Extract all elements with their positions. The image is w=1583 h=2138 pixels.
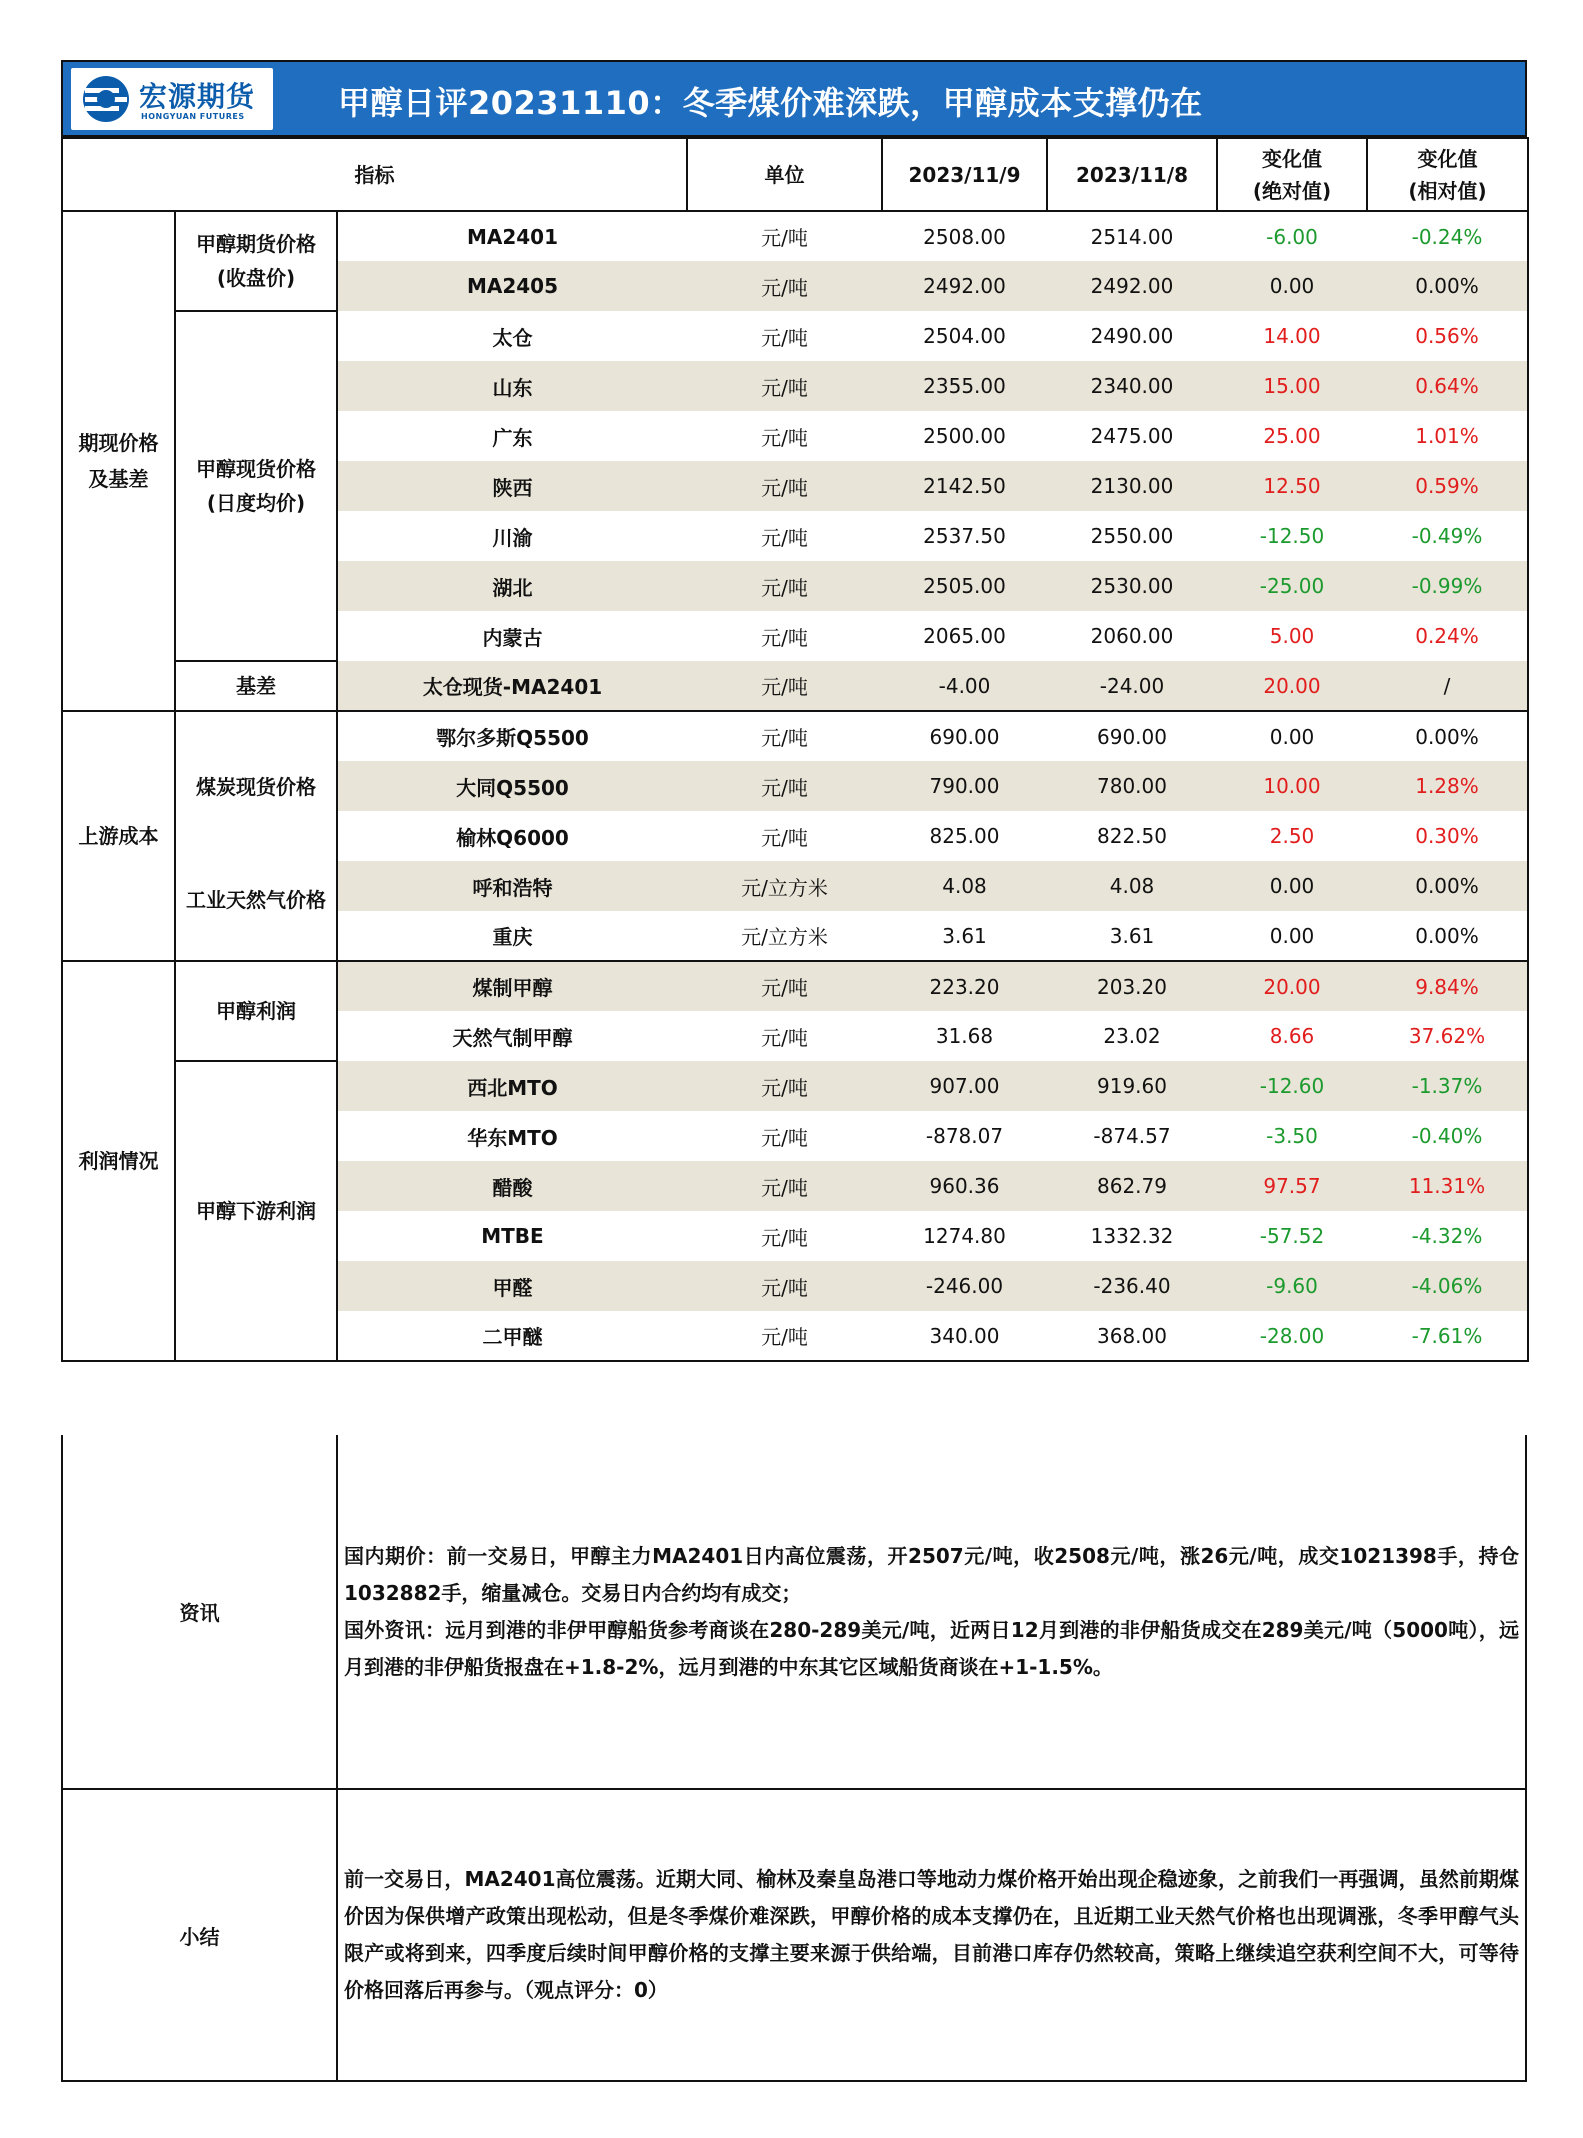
value-date1-cell: 790.00 <box>882 761 1047 811</box>
abs-change-cell: -25.00 <box>1217 561 1367 611</box>
abs-change-cell: 25.00 <box>1263 424 1321 448</box>
value-date1-cell: 690.00 <box>929 724 1000 749</box>
value-date1-cell: 2492.00 <box>882 261 1047 311</box>
logo-subtitle: HONGYUAN FUTURES <box>141 112 245 121</box>
rel-change-cell: -7.61% <box>1367 1311 1528 1361</box>
unit-cell: 元/吨 <box>687 461 882 511</box>
unit-cell: 元/吨 <box>687 561 882 611</box>
rel-change-cell: 0.59% <box>1367 461 1528 511</box>
rel-change-cell: -1.37% <box>1367 1061 1528 1111</box>
indicator-name-cell: 川渝 <box>492 525 533 550</box>
value-date2-cell: 862.79 <box>1047 1161 1217 1211</box>
abs-change-cell: 0.00 <box>1217 861 1367 911</box>
logo-name: 宏源期货 <box>139 80 256 113</box>
indicator-name-cell: 榆林Q6000 <box>456 825 569 850</box>
subcategory-cell: 基差 <box>175 661 337 711</box>
report-title: 甲醇日评20231110：冬季煤价难深跌，甲醇成本支撑仍在 <box>338 84 1203 122</box>
unit-cell: 元/吨 <box>761 525 808 550</box>
report-header <box>61 60 1527 137</box>
report-sheet <box>61 60 1527 2082</box>
indicator-name-cell: 二甲醚 <box>337 1311 687 1361</box>
value-date1-cell: 2504.00 <box>923 324 1006 348</box>
unit-cell: 元/吨 <box>687 761 882 811</box>
subcategory-cell: 甲醇期货价格 (收盘价) <box>175 211 337 311</box>
indicator-name-cell: 太仓 <box>492 325 533 350</box>
value-date2-cell: 4.08 <box>1047 861 1217 911</box>
value-date1-cell: 3.61 <box>882 911 1047 961</box>
unit-cell: 元/吨 <box>687 1261 882 1311</box>
value-date2-cell: 2490.00 <box>1090 324 1174 348</box>
category-cell: 期现价格 及基差 <box>62 211 175 711</box>
unit-cell: 元/吨 <box>761 1225 808 1250</box>
rel-change-cell: 0.24% <box>1367 611 1528 661</box>
col-header-indicator: 指标 <box>62 138 687 211</box>
abs-change-cell: -12.50 <box>1259 524 1325 548</box>
table-row <box>62 861 1528 911</box>
col-header-unit: 单位 <box>687 138 882 211</box>
value-date2-cell: 2130.00 <box>1047 461 1217 511</box>
news-paragraph-foreign: 国外资讯：远月到港的非伊甲醇船货参考商谈在280-289美元/吨，近两日12月到港的非伊船货成交在289美元/吨（5000吨），远月到港的非伊船货报盘在+1.8-2%，远月到港的中东其它区域船货商谈在+1-1.5%。 <box>344 1617 1519 1679</box>
subcategory-cell: 甲醇利润 <box>175 961 337 1061</box>
col-header-date1: 2023/11/9 <box>882 138 1047 211</box>
summary-label: 小结 <box>63 1790 338 2080</box>
value-date2-cell: 2550.00 <box>1090 524 1174 548</box>
indicator-name-cell: 西北MTO <box>337 1061 687 1111</box>
unit-cell: 元/吨 <box>761 726 808 750</box>
indicator-name-cell: 太仓现货-MA2401 <box>337 661 687 711</box>
value-date1-cell: 340.00 <box>882 1311 1047 1361</box>
value-date1-cell: -246.00 <box>882 1261 1047 1311</box>
category-cell: 上游成本 <box>62 711 175 961</box>
indicator-name-cell: 天然气制甲醇 <box>452 1025 573 1050</box>
indicator-name-cell: MTBE <box>481 1224 544 1248</box>
value-date2-cell: 203.20 <box>1047 961 1217 1011</box>
abs-change-cell: 8.66 <box>1269 1024 1315 1048</box>
unit-cell: 元/吨 <box>687 1311 882 1361</box>
value-date1-cell: -878.07 <box>925 1124 1004 1148</box>
abs-change-cell: 14.00 <box>1263 324 1321 348</box>
unit-cell: 元/吨 <box>761 625 808 650</box>
value-date1-cell: 4.08 <box>882 861 1047 911</box>
rel-change-cell: -0.99% <box>1367 561 1528 611</box>
value-date1-cell: 31.68 <box>935 1024 994 1048</box>
abs-change-cell: 12.50 <box>1217 461 1367 511</box>
value-date2-cell: 23.02 <box>1103 1024 1161 1048</box>
value-date1-cell: -4.00 <box>882 661 1047 711</box>
rel-change-cell: 0.30% <box>1367 811 1528 861</box>
value-date1-cell: 960.36 <box>882 1161 1047 1211</box>
indicator-name-cell: 煤制甲醇 <box>337 961 687 1011</box>
indicator-name-cell: 醋酸 <box>337 1161 687 1211</box>
rel-change-cell: -4.32% <box>1367 1211 1528 1261</box>
news-section <box>61 1435 1527 1790</box>
unit-cell: 元/吨 <box>761 825 808 850</box>
indicator-name-cell: 湖北 <box>337 561 687 611</box>
table-header-row <box>62 138 1528 211</box>
subcategory-cell: 甲醇现货价格 (日度均价) <box>175 311 337 661</box>
company-logo <box>71 68 273 130</box>
unit-cell: 元/吨 <box>687 1061 882 1111</box>
unit-cell: 元/吨 <box>687 961 882 1011</box>
rel-change-cell: -0.40% <box>1367 1111 1528 1161</box>
value-date2-cell: 2514.00 <box>1090 224 1174 249</box>
value-date2-cell: 690.00 <box>1097 724 1167 749</box>
col-header-rel-change: 变化值 (相对值) <box>1367 138 1528 211</box>
abs-change-cell: 10.00 <box>1217 761 1367 811</box>
rel-change-cell: 37.62% <box>1367 1011 1528 1061</box>
indicator-name-cell: 甲醛 <box>337 1261 687 1311</box>
unit-cell: 元/吨 <box>761 425 808 450</box>
table-row <box>62 311 1528 361</box>
abs-change-cell: 20.00 <box>1217 961 1367 1011</box>
abs-change-cell: -57.52 <box>1259 1224 1325 1248</box>
abs-change-cell: 20.00 <box>1217 661 1367 711</box>
indicator-table <box>61 137 1529 1362</box>
value-date2-cell: -24.00 <box>1047 661 1217 711</box>
rel-change-cell: -0.24% <box>1367 211 1528 261</box>
indicator-name-cell: 华东MTO <box>467 1125 558 1150</box>
abs-change-cell: -3.50 <box>1266 1124 1318 1148</box>
news-body <box>344 1435 1519 1788</box>
abs-change-cell: -6.00 <box>1266 224 1318 249</box>
rel-change-cell: 0.00% <box>1367 261 1528 311</box>
table-row <box>62 961 1528 1011</box>
unit-cell: 元/吨 <box>687 261 882 311</box>
abs-change-cell: 15.00 <box>1217 361 1367 411</box>
unit-cell: 元/吨 <box>761 1025 808 1050</box>
abs-change-cell: 97.57 <box>1217 1161 1367 1211</box>
rel-change-cell: 11.31% <box>1367 1161 1528 1211</box>
abs-change-cell: 2.50 <box>1269 824 1315 848</box>
value-date1-cell: 2065.00 <box>923 624 1006 648</box>
indicator-name-cell: MA2405 <box>337 261 687 311</box>
unit-cell: 元/吨 <box>761 1125 808 1150</box>
table-row <box>62 661 1528 711</box>
rel-change-cell: / <box>1367 661 1528 711</box>
subcategory-cell: 工业天然气价格 <box>175 861 337 961</box>
rel-change-cell: 0.00% <box>1367 711 1528 761</box>
rel-change-cell: 0.56% <box>1367 311 1528 361</box>
indicator-name-cell: 广东 <box>492 425 533 450</box>
value-date1-cell: 825.00 <box>929 824 1000 848</box>
logo-mark-icon <box>81 74 131 124</box>
value-date1-cell: 2508.00 <box>923 224 1006 249</box>
value-date1-cell: 2537.50 <box>923 524 1006 548</box>
value-date1-cell: 1274.80 <box>923 1224 1006 1248</box>
value-date2-cell: 1332.32 <box>1090 1224 1174 1248</box>
indicator-name-cell: 山东 <box>337 361 687 411</box>
rel-change-cell: -0.49% <box>1367 511 1528 561</box>
abs-change-cell: 5.00 <box>1269 624 1315 648</box>
indicator-name-cell: 呼和浩特 <box>337 861 687 911</box>
summary-section <box>61 1790 1527 2082</box>
unit-cell: 元/立方米 <box>687 911 882 961</box>
value-date2-cell: 2492.00 <box>1047 261 1217 311</box>
indicator-name-cell: MA2401 <box>466 224 559 249</box>
value-date2-cell: 919.60 <box>1047 1061 1217 1111</box>
value-date2-cell: 822.50 <box>1097 824 1167 848</box>
abs-change-cell: 0.00 <box>1269 724 1315 749</box>
rel-change-cell: -4.06% <box>1367 1261 1528 1311</box>
indicator-name-cell: 陕西 <box>337 461 687 511</box>
value-date1-cell: 907.00 <box>882 1061 1047 1111</box>
news-paragraph-domestic: 国内期价：前一交易日，甲醇主力MA2401日内高位震荡，开2507元/吨，收2508元/吨，涨26元/吨，成交1021398手，持仓1032882手，缩量减仓。交易日内合约均有成交； <box>344 1543 1519 1605</box>
unit-cell: 元/吨 <box>761 226 808 250</box>
rel-change-cell: 1.01% <box>1367 411 1528 461</box>
value-date2-cell: 2340.00 <box>1047 361 1217 411</box>
value-date2-cell: 2530.00 <box>1047 561 1217 611</box>
rel-change-cell: 0.00% <box>1367 861 1528 911</box>
news-label: 资讯 <box>63 1435 338 1788</box>
table-body <box>62 211 1528 1361</box>
value-date1-cell: 2500.00 <box>923 424 1006 448</box>
abs-change-cell: -12.60 <box>1217 1061 1367 1111</box>
value-date2-cell: 368.00 <box>1047 1311 1217 1361</box>
table-row <box>62 711 1528 761</box>
col-header-abs-change: 变化值 (绝对值) <box>1217 138 1367 211</box>
value-date2-cell: -236.40 <box>1047 1261 1217 1311</box>
summary-paragraph: 前一交易日，MA2401高位震荡。近期大同、榆林及秦皇岛港口等地动力煤价格开始出现企稳迹象，之前我们一再强调，虽然前期煤价因为保供增产政策出现松动，但是冬季煤价难深跌，甲醇价格的成本支撑仍在，且近期工业天然气价格也出现调涨，冬季甲醇气头限产或将到来，四季度后续时间甲醇价格的支撑主要来源于供给端，目前港口库存仍然较高，策略上继续追空获利空间不大，可等待价格回落后再参与。（观点评分：0） <box>344 1867 1519 2002</box>
value-date1-cell: 2355.00 <box>882 361 1047 411</box>
value-date1-cell: 2142.50 <box>882 461 1047 511</box>
unit-cell: 元/吨 <box>687 661 882 711</box>
rel-change-cell: 9.84% <box>1367 961 1528 1011</box>
indicator-name-cell: 内蒙古 <box>482 625 543 650</box>
value-date2-cell: 3.61 <box>1047 911 1217 961</box>
summary-body <box>344 1790 1519 2080</box>
value-date1-cell: 2505.00 <box>882 561 1047 611</box>
indicator-name-cell: 重庆 <box>337 911 687 961</box>
subcategory-cell: 煤炭现货价格 <box>175 711 337 861</box>
rel-change-cell: 1.28% <box>1367 761 1528 811</box>
abs-change-cell: -28.00 <box>1217 1311 1367 1361</box>
indicator-name-cell: 鄂尔多斯Q5500 <box>436 726 589 750</box>
abs-change-cell: 0.00 <box>1217 261 1367 311</box>
value-date2-cell: -874.57 <box>1093 1124 1171 1148</box>
table-row <box>62 211 1528 261</box>
col-header-date2: 2023/11/8 <box>1047 138 1217 211</box>
category-cell: 利润情况 <box>62 961 175 1361</box>
unit-cell: 元/吨 <box>761 325 808 350</box>
subcategory-cell: 甲醇下游利润 <box>175 1061 337 1361</box>
table-row <box>62 1061 1528 1111</box>
unit-cell: 元/立方米 <box>687 861 882 911</box>
value-date2-cell: 2475.00 <box>1090 424 1174 448</box>
unit-cell: 元/吨 <box>687 361 882 411</box>
indicator-name-cell: 大同Q5500 <box>337 761 687 811</box>
value-date2-cell: 2060.00 <box>1090 624 1174 648</box>
rel-change-cell: 0.00% <box>1367 911 1528 961</box>
unit-cell: 元/吨 <box>687 1161 882 1211</box>
rel-change-cell: 0.64% <box>1367 361 1528 411</box>
value-date1-cell: 223.20 <box>882 961 1047 1011</box>
abs-change-cell: 0.00 <box>1217 911 1367 961</box>
value-date2-cell: 780.00 <box>1047 761 1217 811</box>
abs-change-cell: -9.60 <box>1217 1261 1367 1311</box>
